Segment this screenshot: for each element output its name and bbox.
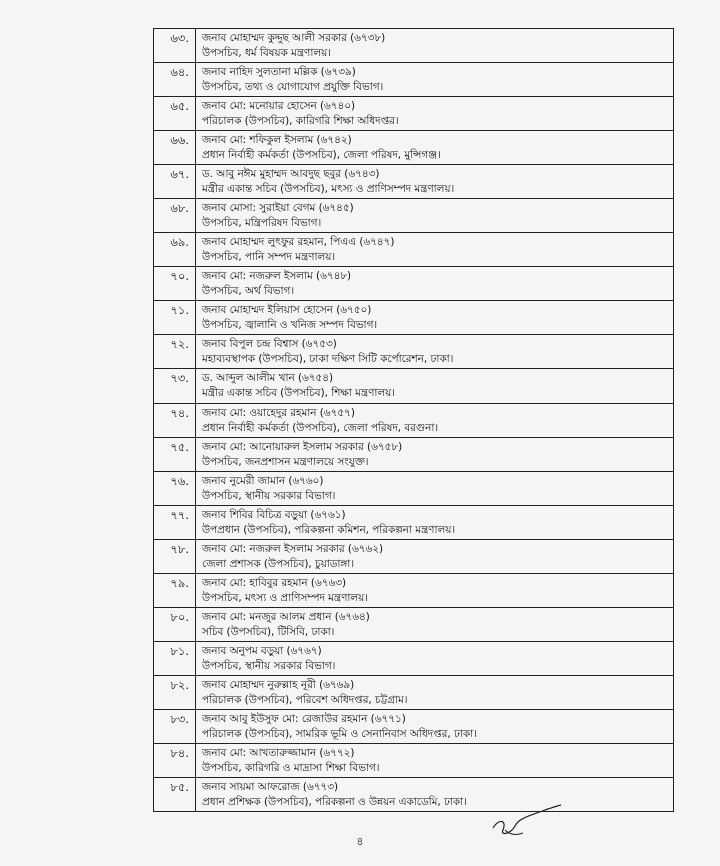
officer-designation: উপসচিব, তথ্য ও যোগাযোগ প্রযুক্তি বিভাগ। bbox=[202, 81, 384, 94]
table-row bbox=[154, 608, 673, 642]
officer-name: ড. আবু নঈম মুহাম্মদ আবদুছ ছবুর (৬৭৪৩) bbox=[202, 168, 380, 181]
serial-number: ৬৭. bbox=[154, 165, 196, 198]
officer-designation: উপসচিব, মৎস্য ও প্রাণিসম্পদ মন্ত্রণালয়। bbox=[202, 591, 368, 604]
officer-name: ড. আব্দুল আলীম খান (৬৭৫৪) bbox=[202, 372, 334, 385]
officer-designation: মন্ত্রীর একান্ত সচিব (উপসচিব), মৎস্য ও প্রাণিসম্পদ মন্ত্রণালয়। bbox=[202, 183, 455, 196]
table-row bbox=[154, 369, 673, 403]
serial-number: ৬৩. bbox=[154, 29, 196, 62]
officer-name: জনাব মোহাম্মদ ইলিয়াস হোসেন (৬৭৫০) bbox=[202, 304, 372, 317]
officer-info bbox=[196, 574, 673, 607]
officer-designation: উপসচিব, স্থানীয় সরকার বিভাগ। bbox=[202, 659, 336, 672]
serial-number: ৬৫. bbox=[154, 97, 196, 130]
officer-info bbox=[196, 608, 673, 641]
serial-number: ৮০. bbox=[154, 608, 196, 641]
officer-designation: উপসচিব, পানি সম্পদ মন্ত্রণালয়। bbox=[202, 251, 336, 264]
officer-info bbox=[196, 438, 673, 471]
serial-number: ৭৭. bbox=[154, 506, 196, 539]
officer-info bbox=[196, 744, 673, 777]
officer-designation: পরিচালক (উপসচিব), সামরিক ভূমি ও সেনানিবাস অধিদপ্তর, ঢাকা। bbox=[202, 727, 477, 740]
officer-list-table bbox=[153, 28, 674, 812]
serial-number: ৮৪. bbox=[154, 744, 196, 777]
officer-name: জনাব মো: শফিকুল ইসলাম (৬৭৪২) bbox=[202, 134, 352, 147]
serial-number: ৮৫. bbox=[154, 778, 196, 811]
table-row bbox=[154, 131, 673, 165]
serial-number: ৭২. bbox=[154, 335, 196, 368]
serial-number: ৭০. bbox=[154, 267, 196, 300]
officer-name: জনাব শিবির বিচিত্র বড়ুয়া (৬৭৬১) bbox=[202, 508, 346, 521]
officer-name: জনাব নাহিদ সুলতানা মল্লিক (৬৭৩৯) bbox=[202, 66, 356, 79]
table-row bbox=[154, 97, 673, 131]
officer-name: জনাব মো: মনজুর আলম প্রধান (৬৭৬৪) bbox=[202, 610, 370, 623]
officer-designation: পরিচালক (উপসচিব), কারিগরি শিক্ষা অধিদপ্তর। bbox=[202, 115, 399, 128]
serial-number: ৬৯. bbox=[154, 233, 196, 266]
table-row bbox=[154, 63, 673, 97]
officer-designation: প্রধান নির্বাহী কর্মকর্তা (উপসচিব), জেলা পরিষদ, মুন্সিগঞ্জ। bbox=[202, 149, 441, 162]
table-row bbox=[154, 540, 673, 574]
officer-designation: জেলা প্রশাসক (উপসচিব), চুয়াডাঙ্গা। bbox=[202, 557, 355, 570]
officer-designation: উপসচিব, কারিগরি ও মাদ্রাসা শিক্ষা বিভাগ। bbox=[202, 761, 380, 774]
table-row bbox=[154, 438, 673, 472]
officer-info bbox=[196, 540, 673, 573]
serial-number: ৭৩. bbox=[154, 369, 196, 402]
officer-designation: উপপ্রধান (উপসচিব), পরিকল্পনা কমিশন, পরিকল্পনা মন্ত্রণালয়। bbox=[202, 523, 456, 536]
officer-info bbox=[196, 472, 673, 505]
table-row bbox=[154, 301, 673, 335]
serial-number: ৭৬. bbox=[154, 472, 196, 505]
officer-info bbox=[196, 199, 673, 232]
officer-name: জনাব নুমেরী জামান (৬৭৬০) bbox=[202, 474, 324, 487]
officer-name: জনাব মো: নজরুল ইসলাম (৬৭৪৮) bbox=[202, 270, 352, 283]
officer-name: জনাব মো: মনোয়ার হোসেন (৬৭৪০) bbox=[202, 100, 356, 113]
officer-info bbox=[196, 301, 673, 334]
page-number: ৪ bbox=[356, 835, 364, 848]
officer-info bbox=[196, 233, 673, 266]
serial-number: ৭৪. bbox=[154, 404, 196, 437]
officer-designation: প্রধান প্রশিক্ষক (উপসচিব), পরিকল্পনা ও উন্নয়ন একাডেমি, ঢাকা। bbox=[202, 796, 467, 809]
table-row bbox=[154, 574, 673, 608]
officer-info bbox=[196, 642, 673, 675]
officer-name: জনাব মো: হাবিবুর রহমান (৬৭৬৩) bbox=[202, 576, 347, 589]
table-row bbox=[154, 165, 673, 199]
officer-name: জনাব মোহাম্মদ কুদ্দুছ আলী সরকার (৬৭৩৮) bbox=[202, 32, 386, 44]
serial-number: ৭৯. bbox=[154, 574, 196, 607]
table-row bbox=[154, 472, 673, 506]
officer-designation: উপসচিব, জনপ্রশাসন মন্ত্রণালয়ে সংযুক্ত। bbox=[202, 455, 369, 468]
officer-designation: প্রধান নির্বাহী কর্মকর্তা (উপসচিব), জেলা পরিষদ, বরগুনা। bbox=[202, 421, 439, 434]
officer-info bbox=[196, 404, 673, 437]
table-row bbox=[154, 506, 673, 540]
officer-info bbox=[196, 778, 673, 811]
officer-info bbox=[196, 63, 673, 96]
serial-number: ৬৬. bbox=[154, 131, 196, 164]
table-row bbox=[154, 335, 673, 369]
officer-designation: উপসচিব, জ্বালানি ও খনিজ সম্পদ বিভাগ। bbox=[202, 319, 378, 332]
officer-info bbox=[196, 710, 673, 743]
officer-designation: উপসচিব, স্থানীয় সরকার বিভাগ। bbox=[202, 489, 336, 502]
officer-name: জনাব মো: আনোয়ারুল ইসলাম সরকার (৬৭৫৮) bbox=[202, 440, 403, 453]
officer-info bbox=[196, 267, 673, 300]
officer-designation: সচিব (উপসচিব), টিসিবি, ঢাকা। bbox=[202, 625, 335, 638]
serial-number: ৭১. bbox=[154, 301, 196, 334]
table-row bbox=[154, 642, 673, 676]
table-row bbox=[154, 29, 673, 63]
officer-name: জনাব মো: আখতারুজ্জামান (৬৭৭২) bbox=[202, 746, 355, 759]
officer-designation: মহাব্যবস্থাপক (উপসচিব), ঢাকা দক্ষিণ সিটি কর্পোরেশন, ঢাকা। bbox=[202, 353, 454, 366]
officer-info bbox=[196, 29, 673, 62]
table-row bbox=[154, 404, 673, 438]
officer-designation: উপসচিব, ধর্ম বিষয়ক মন্ত্রণালয়। bbox=[202, 47, 331, 59]
officer-info bbox=[196, 506, 673, 539]
officer-info bbox=[196, 369, 673, 402]
officer-info bbox=[196, 131, 673, 164]
serial-number: ৬৮. bbox=[154, 199, 196, 232]
table-row bbox=[154, 233, 673, 267]
officer-name: জনাব মোসা: সুরাইয়া বেগম (৬৭৪৫) bbox=[202, 202, 354, 215]
officer-name: জনাব মোহাম্মদ লুৎফুর রহমান, পিএএ (৬৭৪৭) bbox=[202, 236, 395, 249]
officer-name: জনাব মো: নজরুল ইসলাম সরকার (৬৭৬২) bbox=[202, 542, 384, 555]
table-row bbox=[154, 710, 673, 744]
officer-info bbox=[196, 676, 673, 709]
officer-info bbox=[196, 97, 673, 130]
serial-number: ৮৩. bbox=[154, 710, 196, 743]
officer-designation: পরিচালক (উপসচিব), পরিবেশ অধিদপ্তর, চট্টগ্রাম। bbox=[202, 693, 408, 706]
serial-number: ৮১. bbox=[154, 642, 196, 675]
table-row bbox=[154, 676, 673, 710]
officer-designation: মন্ত্রীর একান্ত সচিব (উপসচিব), শিক্ষা মন্ত্রণালয়। bbox=[202, 387, 395, 400]
officer-name: জনাব মোহাম্মদ নুরুল্লাহ নূরী (৬৭৬৯) bbox=[202, 678, 355, 691]
officer-name: জনাব অনুপম বড়ুয়া (৬৭৬৭) bbox=[202, 644, 322, 657]
serial-number: ৬৪. bbox=[154, 63, 196, 96]
table-row bbox=[154, 778, 673, 812]
officer-name: জনাব বিপুল চন্দ্র বিশ্বাস (৬৭৫৩) bbox=[202, 338, 337, 351]
officer-name: জনাব সায়মা আফরোজ (৬৭৭৩) bbox=[202, 781, 339, 794]
officer-info bbox=[196, 165, 673, 198]
table-row bbox=[154, 267, 673, 301]
serial-number: ৭৮. bbox=[154, 540, 196, 573]
officer-name: জনাব মো: ওয়াহেদুর রহমান (৬৭৫৭) bbox=[202, 406, 355, 419]
officer-name: জনাব আবু ইউসুফ মো: রেজাউর রহমান (৬৭৭১) bbox=[202, 712, 406, 725]
officer-designation: উপসচিব, মন্ত্রিপরিষদ বিভাগ। bbox=[202, 217, 322, 230]
signature bbox=[485, 790, 565, 840]
officer-info bbox=[196, 335, 673, 368]
table-row bbox=[154, 199, 673, 233]
serial-number: ৮২. bbox=[154, 676, 196, 709]
serial-number: ৭৫. bbox=[154, 438, 196, 471]
table-row bbox=[154, 744, 673, 778]
officer-designation: উপসচিব, অর্থ বিভাগ। bbox=[202, 285, 295, 298]
